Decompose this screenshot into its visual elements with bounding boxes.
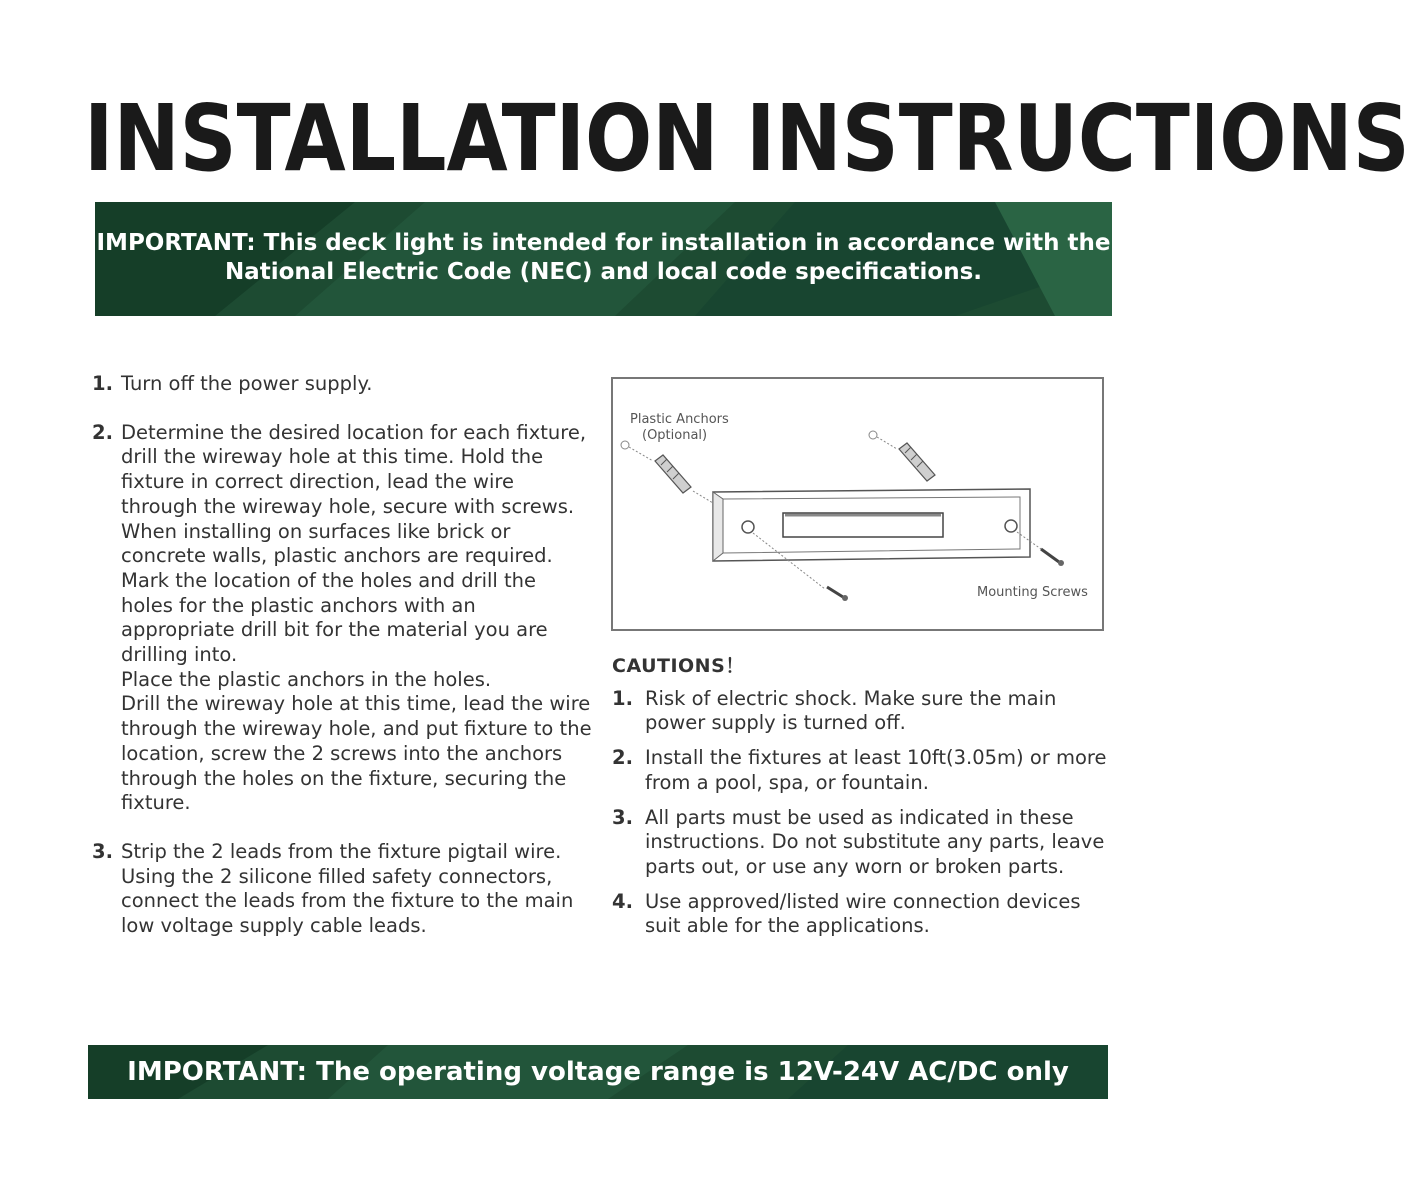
banner-bottom-message: The operating voltage range is 12V-24V AC/DC only [316, 1057, 1069, 1087]
important-banner-top [95, 202, 1112, 316]
anchors-label-note: (Optional) [642, 428, 708, 443]
cautions-section [612, 654, 1112, 949]
step-number: 1. [92, 372, 113, 395]
banner-top-line2: National Electric Code (NEC) and local code specifications. [224, 259, 983, 285]
caution-item [612, 806, 1112, 880]
step-text: Turn off the power supply. [121, 372, 373, 395]
install-steps [92, 372, 592, 963]
light-slot [783, 513, 943, 537]
caution-number: 4. [612, 889, 633, 913]
step-2 [92, 421, 592, 816]
mount-hole-right [1005, 520, 1017, 532]
plastic-anchor-right [869, 431, 935, 481]
step-number: 3. [92, 839, 113, 863]
step-number: 2. [92, 420, 113, 444]
banner-bottom-text [88, 1045, 1108, 1099]
caution-item [612, 687, 1112, 736]
step-body [121, 840, 592, 939]
cautions-title: CAUTIONS！ [612, 655, 745, 677]
banner-top-line1: This deck light is intended for installation in accordance with the [263, 230, 1111, 256]
caution-item [612, 890, 1112, 939]
caution-text: Use approved/listed wire connection devices suit able for the applications. [645, 889, 1081, 938]
caution-item [612, 746, 1112, 795]
step-text: When installing on surfaces like brick or concrete walls, plastic anchors are required. Mark the location of the holes and drill the holes for the plastic anchors with an appropriate drill bit for the material you are drilling into. [121, 519, 553, 667]
step-1 [92, 372, 592, 397]
step-text: Strip the 2 leads from the fixture pigtail wire. Using the 2 silicone filled safety connectors, connect the leads from the fixture to the main low voltage supply cable leads. [121, 839, 574, 938]
anchors-label-text: Plastic Anchors [630, 412, 729, 427]
fixture-edge [713, 492, 723, 561]
caution-text: All parts must be used as indicated in these instructions. Do not substitute any parts, leave parts out, or use any worn or broken parts. [645, 805, 1105, 878]
plastic-anchor-left [621, 441, 713, 503]
step-body [121, 421, 592, 816]
caution-number: 3. [612, 805, 633, 829]
banner-top-label: IMPORTANT: [96, 230, 256, 256]
anchors-label [630, 412, 729, 444]
step-text: Determine the desired location for each fixture, drill the wireway hole at this time. Hold the fixture in correct direction, lead the wire through the wireway hole, secure with screws. [121, 420, 587, 518]
step-text: Drill the wireway hole at this time, lead the wire through the wireway hole, and put fixture to the location, screw the 2 screws into the anchors through the holes on the fixture, securing the fixture. [121, 692, 592, 815]
step-body [121, 372, 372, 397]
important-banner-bottom [88, 1045, 1108, 1099]
installation-diagram [611, 377, 1104, 631]
page-title: INSTALLATION INSTRUCTIONS [84, 85, 1410, 192]
step-text: Place the plastic anchors in the holes. [121, 667, 492, 691]
banner-bottom-label: IMPORTANT: [127, 1057, 308, 1087]
step-3 [92, 840, 592, 939]
caution-number: 2. [612, 746, 633, 770]
screws-label: Mounting Screws [977, 585, 1088, 600]
banner-top-text [95, 202, 1112, 287]
caution-number: 1. [612, 686, 633, 710]
caution-text: Install the fixtures at least 10ft(3.05m) or more from a pool, spa, or fountain. [645, 746, 1107, 794]
mount-hole-left [742, 521, 754, 533]
caution-text: Risk of electric shock. Make sure the main power supply is turned off. [645, 686, 1057, 735]
